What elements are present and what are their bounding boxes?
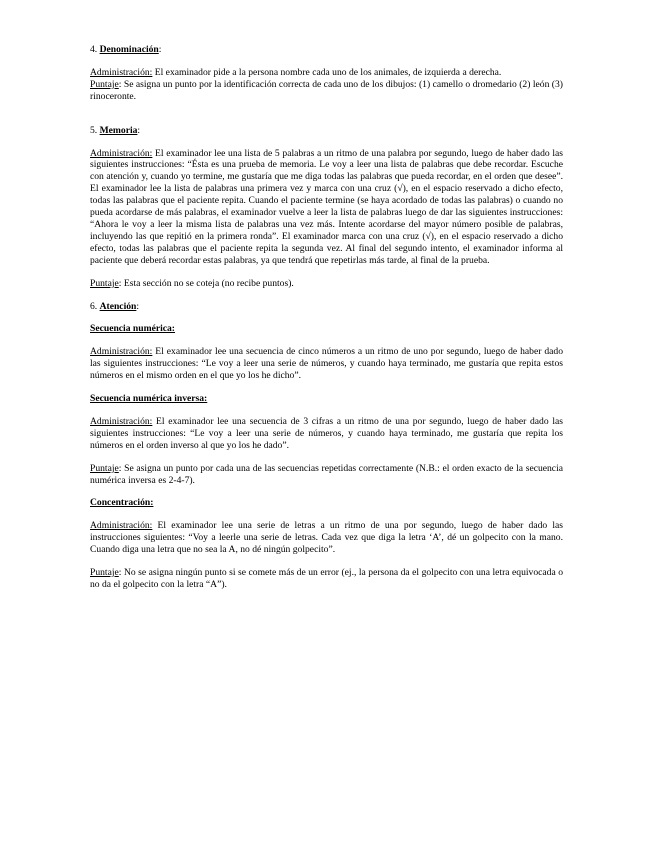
score-text: : Se asigna un punto por la identificación correcta de cada uno de los dibujos: (1) camello o dromedario (2) león (3) rinoceronte. — [90, 78, 563, 102]
subsection-title-concentracion: Concentración: — [90, 497, 154, 509]
subsection-title-secuencia-numerica: Secuencia numérica: — [90, 323, 175, 335]
administration-text: El examinador lee una serie de letras a un ritmo de una por segundo, luego de haber dado las instrucciones siguientes: “Voy a leerle una serie de letras. Cada vez que diga la letra ‘A’, dé un golpecito con la mano. Cuando diga una letra que no sea la A, no dé ningún golpecito”. — [90, 520, 563, 556]
score-text: : No se asigna ningún punto si se comete más de un error (ej., la persona da el golpecito con una letra equivocada o no da el golpecito con la letra “A”). — [90, 567, 563, 590]
section-title: Denominación — [99, 44, 159, 55]
score-label: Puntaje — [90, 462, 119, 474]
administration-label: Administración: — [90, 147, 153, 159]
section-heading-atencion — [90, 301, 563, 313]
administration-paragraph — [90, 67, 563, 79]
score-paragraph — [90, 79, 563, 103]
score-paragraph — [90, 278, 563, 290]
score-paragraph — [90, 463, 563, 487]
section-title: Memoria — [99, 124, 138, 136]
score-label: Puntaje — [90, 277, 119, 289]
administration-text: El examinador lee una secuencia de 3 cifras a un ritmo de una por segundo, luego de haber dado las siguientes instrucciones: “Le voy a leer una serie de números, y cuando haya terminado, me gustaría que repita los números en el orden inverso al que yo los he dado”. — [90, 415, 563, 451]
administration-label: Administración: — [90, 346, 153, 358]
heading-colon: : — [136, 300, 140, 312]
administration-label: Administración: — [90, 520, 153, 532]
section-number: 6. — [90, 300, 100, 312]
score-text: : Esta sección no se coteja (no recibe puntos). — [118, 277, 294, 289]
administration-paragraph — [90, 346, 563, 382]
administration-paragraph — [90, 416, 563, 452]
score-label: Puntaje — [90, 567, 119, 579]
section-title: Atención — [99, 300, 137, 312]
section-heading-memoria — [90, 125, 563, 137]
section-number: 4. — [90, 44, 100, 55]
administration-paragraph — [90, 148, 563, 267]
administration-text: El examinador lee una secuencia de cinco números a un ritmo de uno por segundo, luego de haber dado las siguientes instrucciones: “Le voy a leer una serie de números, y cuando haya terminado, me gustaría que repita estos números en el mismo orden en el que yo los he dicho”. — [90, 346, 563, 382]
administration-label: Administración: — [90, 415, 153, 427]
heading-colon: : — [137, 124, 141, 136]
heading-colon: : — [158, 44, 162, 55]
document-page — [90, 44, 563, 591]
subsection-title-secuencia-inversa: Secuencia numérica inversa: — [90, 393, 208, 405]
score-paragraph — [90, 567, 563, 591]
score-label: Puntaje — [90, 78, 119, 90]
section-heading-denominacion — [90, 44, 563, 56]
section-number: 5. — [90, 124, 100, 136]
administration-paragraph — [90, 520, 563, 556]
administration-text: El examinador pide a la persona nombre cada uno de los animales, de izquierda a derecha. — [152, 66, 502, 78]
score-text: : Se asigna un punto por cada una de las secuencias repetidas correctamente (N.B.: el orden exacto de la secuencia numérica inversa es 2-4-7). — [90, 462, 563, 486]
administration-text: El examinador lee una lista de 5 palabras a un ritmo de una palabra por segundo, luego de haber dado las siguientes instrucciones: “Ésta es una prueba de memoria. Le voy a leer una lista de palabras que debe recordar. Escuche con atención y, cuando yo termine, me gustaría que me diga todas las palabras que pueda recordar, en el orden que desee”. El examinador lee la lista de palabras una primera vez y marca con una cruz (√), en el espacio reservado a dicho efecto, todas las palabras que el paciente repita. Cuando el paciente termine (se haya acordado de todas las palabras) o cuando no pueda acordarse de más palabras, el examinador vuelve a leer la lista de palabras luego de dar las siguientes instrucciones: “Ahora le voy a leer la misma lista de palabras una vez más. Intente acordarse del mayor número posible de palabras, incluyendo las que repitió en la primera ronda”. El examinador marca con una cruz (√), en el espacio reservado a dicho efecto, todas las palabras que el paciente repita la segunda vez. Al final del segundo intento, el examinador informa al paciente que deberá recordar estas palabras, ya que tendrá que repetirlas más tarde, al final de la prueba. — [90, 147, 563, 266]
administration-label: Administración: — [90, 66, 153, 78]
